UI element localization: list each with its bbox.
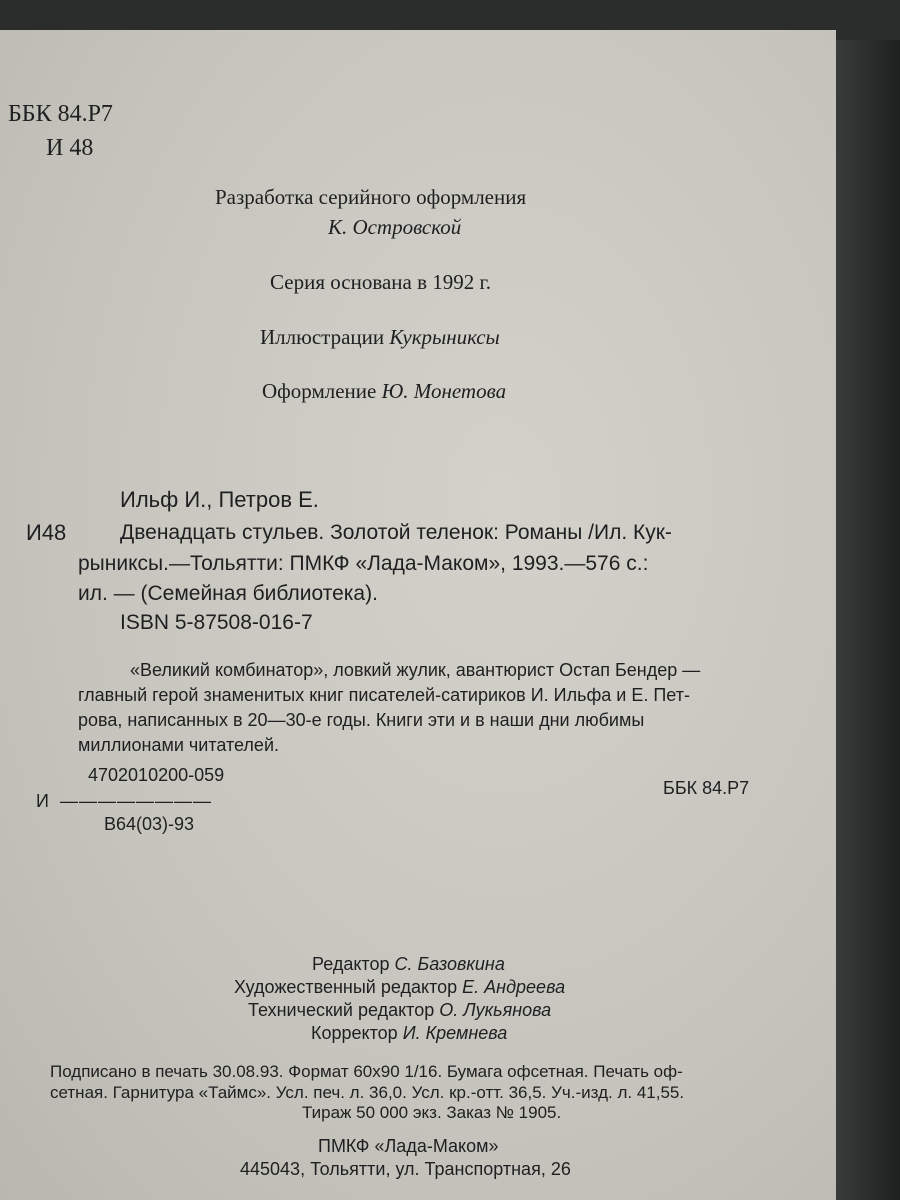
series-design-name: К. Островской <box>328 215 462 239</box>
print-info-line-3: Тираж 50 000 экз. Заказ № 1905. <box>302 1103 562 1122</box>
classification-code-top: 4702010200-059 <box>88 765 225 785</box>
catalog-authors: Ильф И., Петров Е. <box>120 487 319 512</box>
author-sign-top: И 48 <box>46 135 94 161</box>
credit-editor: Редактор С. Базовкина <box>312 954 505 974</box>
annotation-line-4: миллионами читателей. <box>78 735 279 755</box>
illustrations-credit: Иллюстрации Кукрыниксы <box>260 325 500 349</box>
print-info-line-1: Подписано в печать 30.08.93. Формат 60х90 1/16. Бумага офсетная. Печать оф- <box>50 1062 683 1081</box>
publisher-name: ПМКФ «Лада-Маком» <box>318 1136 499 1156</box>
series-design-label: Разработка серийного оформления <box>215 185 527 209</box>
annotation-line-2: главный герой знаменитых книг писателей-сатириков И. Ильфа и Е. Пет- <box>78 685 690 705</box>
annotation-line-3: рова, написанных в 20—30-е годы. Книги эти и в наши дни любимы <box>78 710 645 730</box>
annotation-line-1: «Великий комбинатор», ловкий жулик, авантюрист Остап Бендер — <box>130 660 701 680</box>
classification-code-letter: И <box>36 791 49 811</box>
credit-proofreader: Корректор И. Кремнева <box>311 1023 508 1043</box>
catalog-index: И48 <box>26 520 67 545</box>
series-founded: Серия основана в 1992 г. <box>270 270 491 294</box>
design-credit: Оформление Ю. Монетова <box>262 379 507 403</box>
book-edge <box>836 40 900 1200</box>
catalog-line-1: Двенадцать стульев. Золотой теленок: Романы /Ил. Кук- <box>120 521 672 544</box>
print-info-line-2: сетная. Гарнитура «Таймс». Усл. печ. л. 36,0. Усл. кр.-отт. 36,5. Уч.-изд. л. 41,55. <box>50 1083 685 1102</box>
catalog-line-3: ил. — (Семейная библиотека). <box>78 582 378 605</box>
credit-art-editor: Художественный редактор Е. Андреева <box>234 977 566 997</box>
bbk-code-bottom: ББК 84.Р7 <box>663 778 750 798</box>
bbk-code-top: ББК 84.Р7 <box>8 101 113 127</box>
catalog-isbn: ISBN 5-87508-016-7 <box>120 611 313 634</box>
catalog-line-2: рыниксы.—Тольятти: ПМКФ «Лада-Маком», 1993.—576 с.: <box>78 552 649 575</box>
credit-technical-editor: Технический редактор О. Лукьянова <box>248 1000 552 1020</box>
classification-code-dashes: ———————— <box>60 791 212 811</box>
publisher-address: 445043, Тольятти, ул. Транспортная, 26 <box>240 1159 571 1179</box>
classification-code-bottom: В64(03)-93 <box>104 814 195 834</box>
